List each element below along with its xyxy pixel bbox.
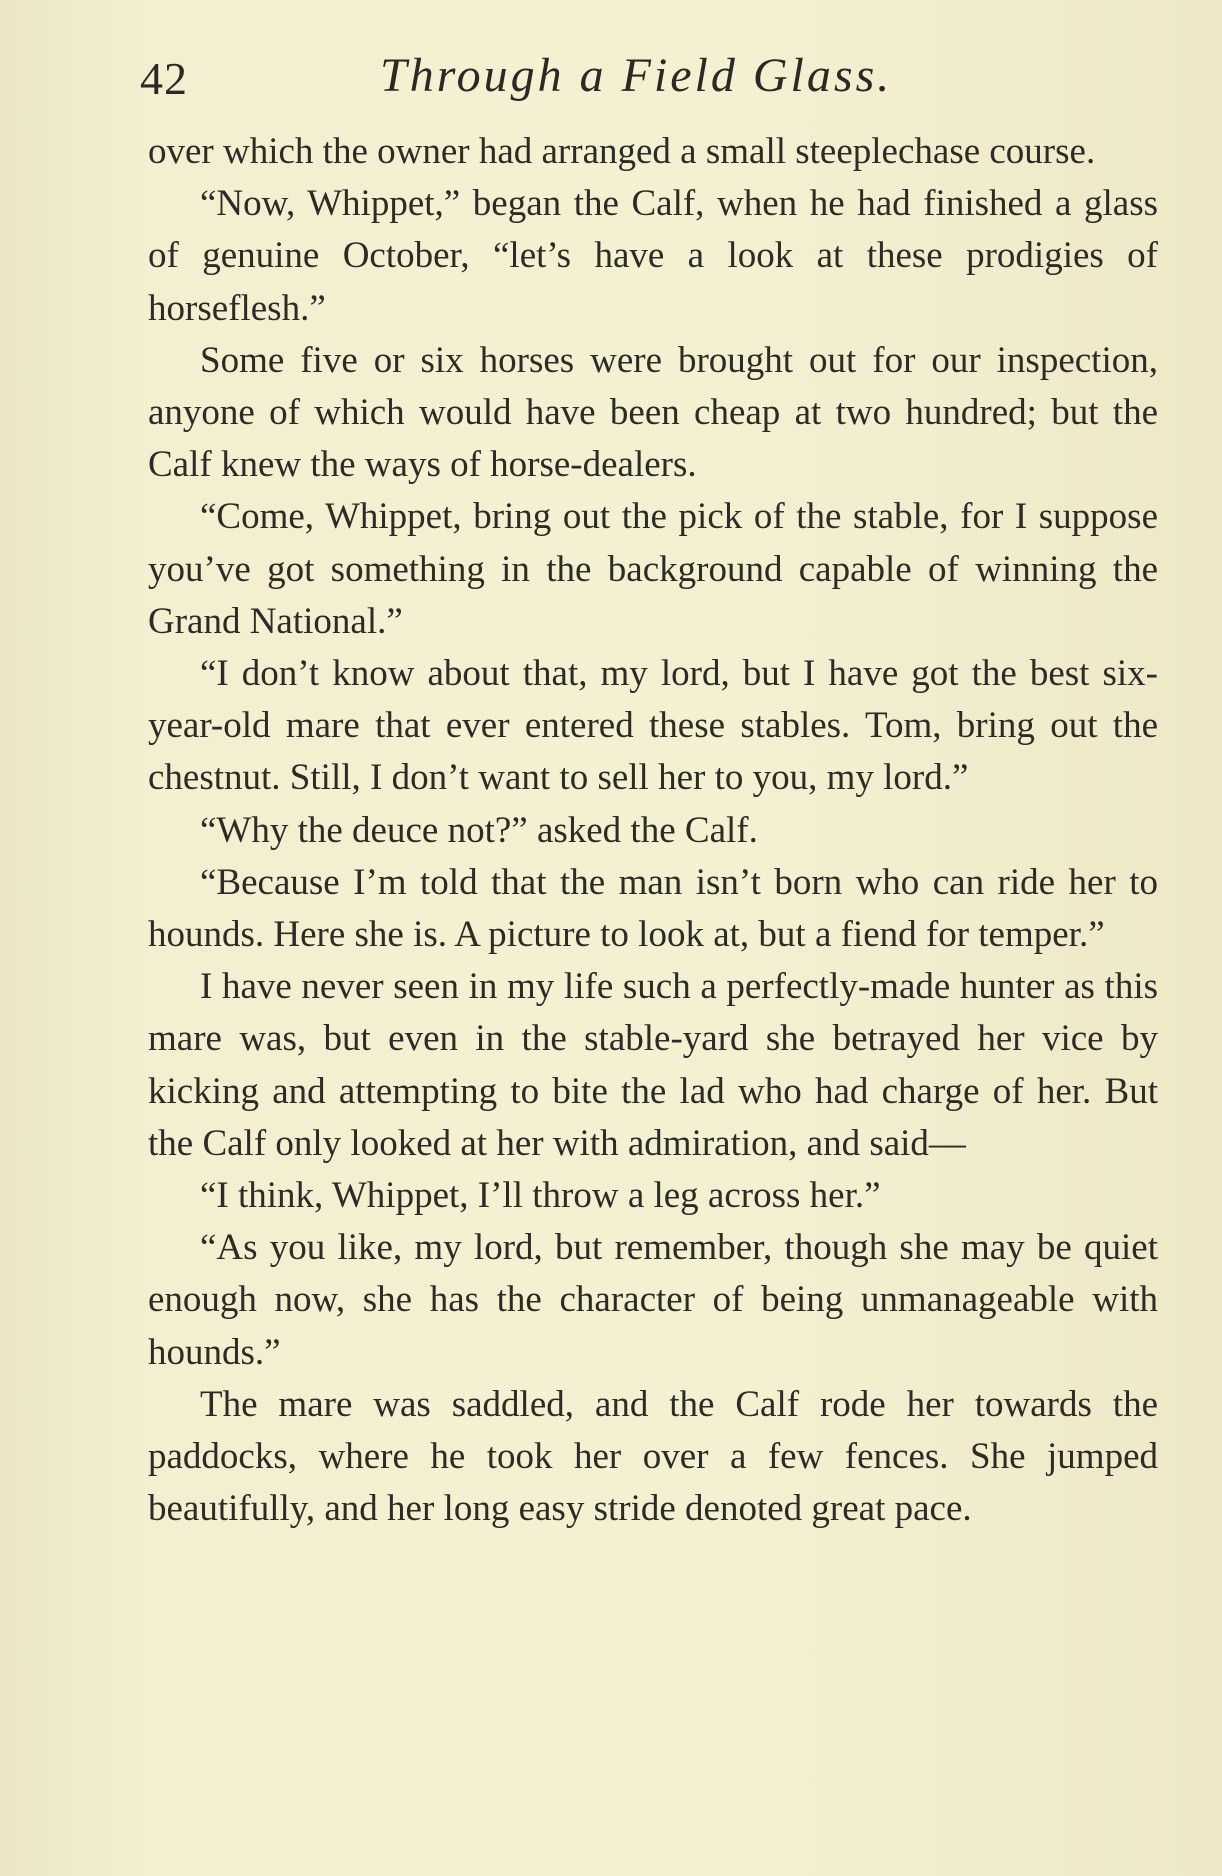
- paragraph: Some five or six horses were brought out for our inspection, anyone of which would have been cheap at two hundred; but the Calf knew the ways of horse-dealers.: [148, 339, 1158, 486]
- running-head: [140, 48, 1140, 108]
- running-title: Through a Field Glass.: [380, 49, 893, 102]
- paragraph: “Now, Whippet,” began the Calf, when he had finished a glass of genuine October, “let’s have a look at these prodigies of horseflesh.”: [148, 183, 1158, 329]
- paragraph: “Why the deuce not?” asked the Calf.: [200, 809, 758, 851]
- paragraph: “As you like, my lord, but remember, though she may be quiet enough now, she has the character of being unmanageable with hounds.”: [148, 1227, 1158, 1373]
- paragraph: “Because I’m told that the man isn’t born who can ride her to hounds. Here she is. A picture to look at, but a fiend for temper.”: [148, 861, 1158, 956]
- paragraph: “I don’t know about that, my lord, but I have got the best six-year-old mare that ever entered these stables. Tom, bring out the chestnut. Still, I don’t want to sell her to you, my lord.”: [148, 653, 1158, 799]
- paragraph: I have never seen in my life such a perfectly-made hunter as this mare was, but even in the stable-yard she betrayed her vice by kicking and attempting to bite the lad who had charge of her. But the Calf only looked at her with admiration, and said—: [148, 966, 1158, 1164]
- paragraph: “Come, Whippet, bring out the pick of the stable, for I suppose you’ve got something in the background capable of winning the Grand National.”: [148, 496, 1158, 642]
- paragraph: “I think, Whippet, I’ll throw a leg across her.”: [200, 1175, 881, 1217]
- body-text: [148, 126, 1158, 1535]
- paragraph: over which the owner had arranged a small steeplechase course.: [148, 131, 1096, 172]
- paragraph: The mare was saddled, and the Calf rode her towards the paddocks, where he took her over a few fences. She jumped beautifully, and her long easy stride denoted great pace.: [148, 1383, 1158, 1530]
- page-number: 42: [140, 53, 188, 104]
